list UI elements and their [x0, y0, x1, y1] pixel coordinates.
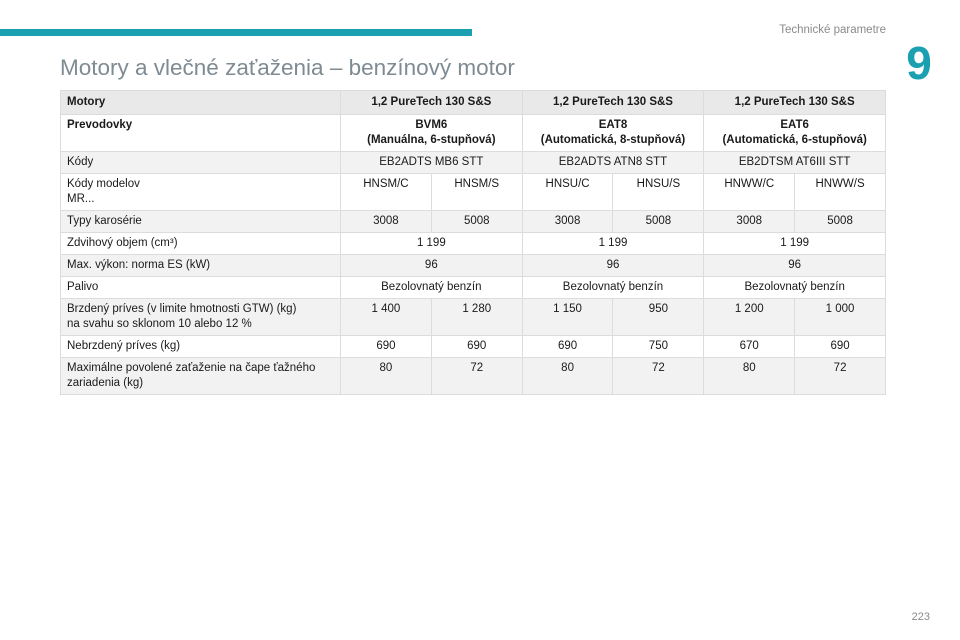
group-cell: Bezolovnatý benzín: [704, 277, 886, 299]
cell-line: Kódy modelov: [67, 178, 140, 190]
row-label: [61, 358, 341, 395]
row-label: Max. výkon: norma ES (kW): [61, 255, 341, 277]
value-cell: 1 150: [522, 299, 613, 336]
value-cell: 750: [613, 336, 704, 358]
value-cell: HNSU/C: [522, 174, 613, 211]
section-name: Technické parametre: [779, 24, 886, 36]
value-cell: HNWW/C: [704, 174, 795, 211]
value-cell: HNSM/S: [431, 174, 522, 211]
row-label: Zdvihový objem (cm³): [61, 233, 341, 255]
row-label: Nebrzdený príves (kg): [61, 336, 341, 358]
value-cell: HNSU/S: [613, 174, 704, 211]
value-cell: HNSM/C: [341, 174, 432, 211]
group-cell: EB2DTSM AT6III STT: [704, 152, 886, 174]
value-cell: 72: [795, 358, 886, 395]
value-cell: 1 000: [795, 299, 886, 336]
value-cell: 670: [704, 336, 795, 358]
cell-line: EAT6: [780, 119, 809, 131]
group-cell: Bezolovnatý benzín: [341, 277, 523, 299]
table-row: [61, 174, 886, 211]
row-label: Prevodovky: [61, 115, 341, 152]
value-cell: 690: [341, 336, 432, 358]
value-cell: 80: [522, 358, 613, 395]
row-label: Typy karosérie: [61, 211, 341, 233]
group-cell: EB2ADTS MB6 STT: [341, 152, 523, 174]
chapter-number: 9: [906, 37, 932, 89]
row-label: Motory: [61, 91, 341, 115]
value-cell: 3008: [704, 211, 795, 233]
table-row: [61, 152, 886, 174]
value-cell: 3008: [341, 211, 432, 233]
value-cell: 690: [795, 336, 886, 358]
value-cell: 690: [522, 336, 613, 358]
group-cell: 1,2 PureTech 130 S&S: [522, 91, 704, 115]
cell-line: Brzdený príves (v limite hmotnosti GTW) (kg): [67, 303, 297, 315]
cell-line: EAT8: [598, 119, 628, 131]
group-cell: 1 199: [522, 233, 704, 255]
cell-line: na svahu so sklonom 10 alebo 12 %: [67, 318, 252, 330]
row-label: [61, 299, 341, 336]
value-cell: 5008: [431, 211, 522, 233]
value-cell: 690: [431, 336, 522, 358]
group-cell: 96: [704, 255, 886, 277]
value-cell: 72: [613, 358, 704, 395]
value-cell: 72: [431, 358, 522, 395]
page-title: Motory a vlečné zaťaženia – benzínový motor: [60, 55, 515, 80]
value-cell: 1 280: [431, 299, 522, 336]
value-cell: 3008: [522, 211, 613, 233]
group-cell: 1 199: [341, 233, 523, 255]
row-label: Palivo: [61, 277, 341, 299]
table-row: [61, 91, 886, 115]
value-cell: 80: [704, 358, 795, 395]
value-cell: 5008: [795, 211, 886, 233]
table-row: [61, 277, 886, 299]
cell-line: zariadenia (kg): [67, 377, 144, 389]
group-cell: 1 199: [704, 233, 886, 255]
top-accent-bar: [0, 29, 472, 36]
group-cell: EB2ADTS ATN8 STT: [522, 152, 704, 174]
group-cell: [522, 115, 704, 152]
page-number: 223: [911, 611, 930, 623]
group-cell: 96: [522, 255, 704, 277]
table-row: [61, 358, 886, 395]
cell-line: BVM6: [415, 119, 448, 131]
group-cell: 1,2 PureTech 130 S&S: [704, 91, 886, 115]
group-cell: 96: [341, 255, 523, 277]
group-cell: Bezolovnatý benzín: [522, 277, 704, 299]
table-row: [61, 233, 886, 255]
cell-line: MR...: [67, 193, 95, 205]
group-cell: [704, 115, 886, 152]
value-cell: 950: [613, 299, 704, 336]
cell-line: Maximálne povolené zaťaženie na čape ťažného: [67, 362, 316, 374]
value-cell: 1 200: [704, 299, 795, 336]
value-cell: HNWW/S: [795, 174, 886, 211]
row-label: Kódy: [61, 152, 341, 174]
value-cell: 5008: [613, 211, 704, 233]
specs-table: [60, 90, 886, 395]
cell-line: (Automatická, 8-stupňová): [540, 134, 686, 146]
table-row: [61, 115, 886, 152]
table-row: [61, 211, 886, 233]
value-cell: 1 400: [341, 299, 432, 336]
group-cell: 1,2 PureTech 130 S&S: [341, 91, 523, 115]
row-label: [61, 174, 341, 211]
table-row: [61, 336, 886, 358]
value-cell: 80: [341, 358, 432, 395]
cell-line: (Manuálna, 6-stupňová): [367, 134, 496, 146]
table-row: [61, 299, 886, 336]
cell-line: (Automatická, 6-stupňová): [722, 134, 867, 146]
table-row: [61, 255, 886, 277]
group-cell: [341, 115, 523, 152]
